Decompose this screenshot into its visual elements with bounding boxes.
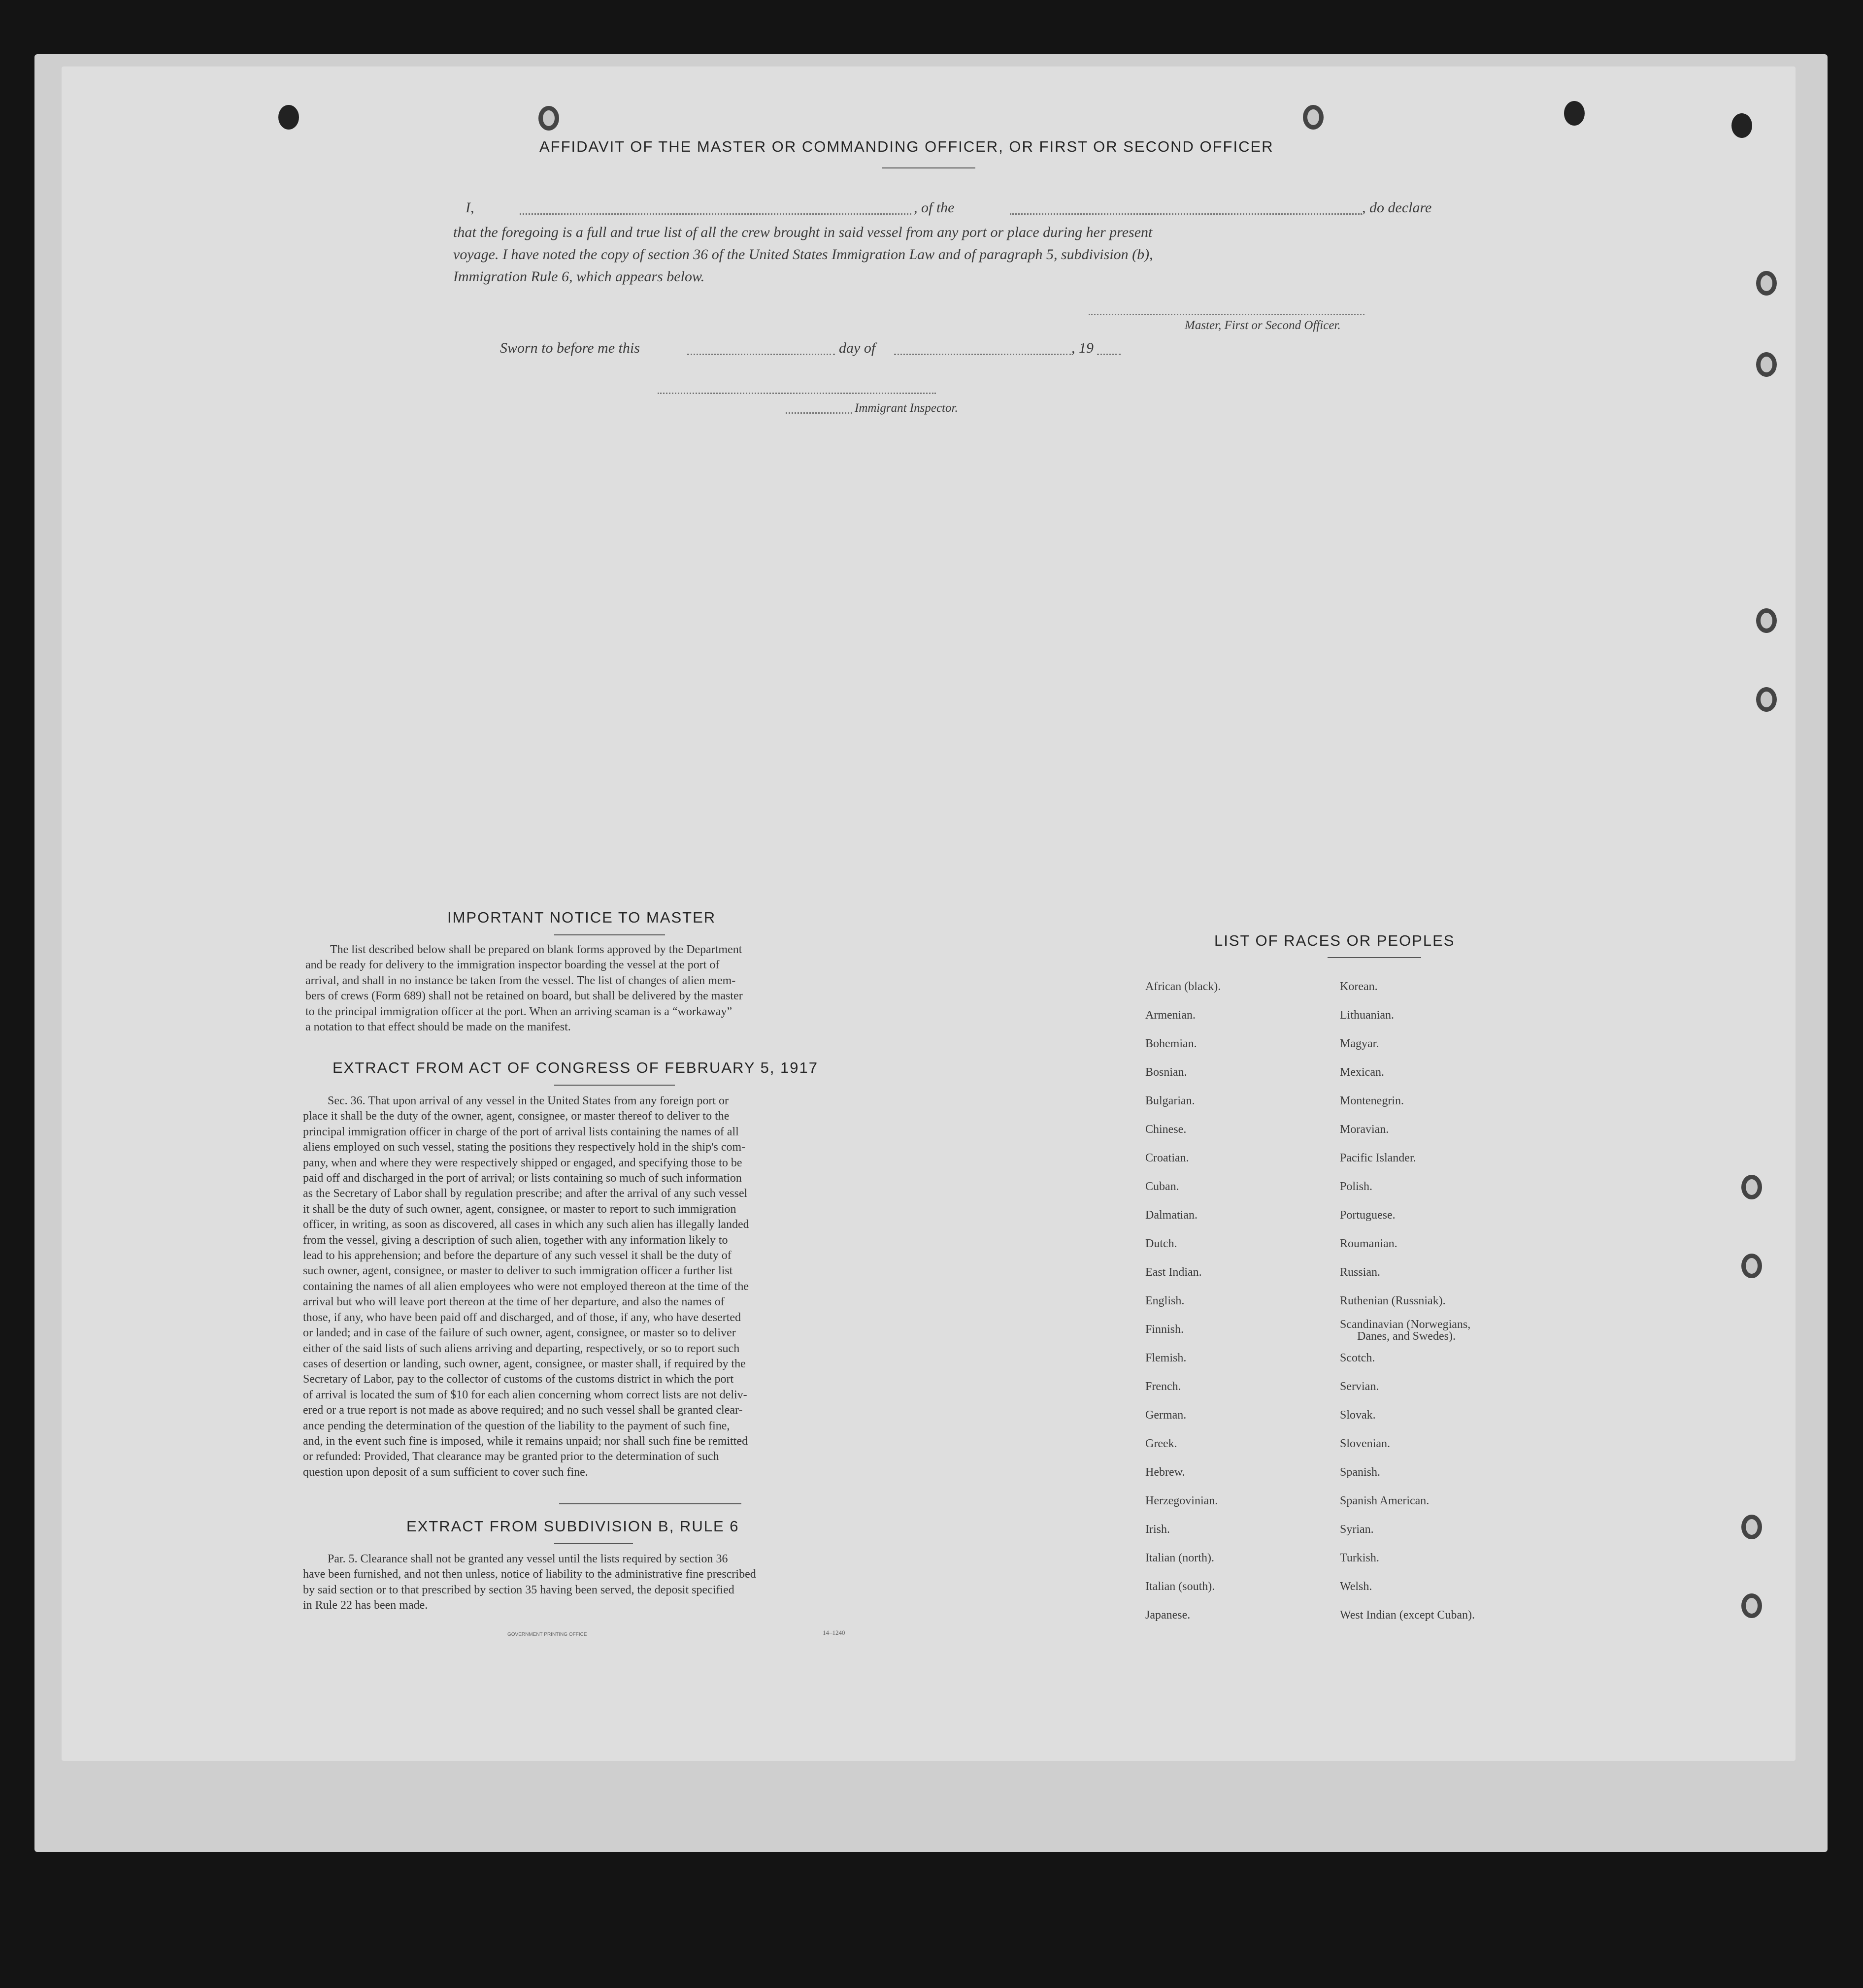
punch-hole	[538, 106, 559, 131]
text-line: pany, when and where they were respectively shipped or engaged, and specifying those to be	[303, 1156, 742, 1169]
punch-hole	[1741, 1593, 1762, 1618]
punch-hole	[1756, 271, 1777, 296]
race-item: Herzegovinian.	[1145, 1494, 1218, 1507]
text-line: as the Secretary of Labor shall by regulation prescribe; and after the arrival of any such vessel	[303, 1187, 748, 1200]
inspector-label: Immigrant Inspector.	[855, 401, 958, 415]
text-line: and, in the event such fine is imposed, while it remains unpaid; nor shall such fine be remitted	[303, 1434, 748, 1448]
race-item: Spanish.	[1340, 1466, 1381, 1479]
race-item: Pacific Islander.	[1340, 1152, 1416, 1164]
races-title: LIST OF RACES OR PEOPLES	[1214, 932, 1455, 949]
race-item: Finnish.	[1145, 1323, 1184, 1336]
race-item: Bulgarian.	[1145, 1094, 1195, 1107]
races-rule	[1328, 957, 1421, 958]
text-line: from the vessel, giving a description of such alien, together with any information likely to	[303, 1233, 728, 1247]
affidavit-pronoun: I,	[466, 199, 474, 216]
race-item: Dutch.	[1145, 1237, 1177, 1250]
punch-hole	[1756, 352, 1777, 377]
race-item: Bohemian.	[1145, 1037, 1197, 1050]
text-line: arrival but who will leave port thereon at the time of her departure, and also the names of	[303, 1295, 725, 1309]
notice-text	[305, 942, 941, 1035]
text-line: ance pending the determination of the question of the liability to the payment of such fine,	[303, 1419, 730, 1432]
inspector-signature-line[interactable]	[658, 393, 936, 394]
text-line: lead to his apprehension; and before the departure of any such vessel it shall be the duty of	[303, 1249, 732, 1262]
sworn-year-blank[interactable]	[1097, 354, 1121, 355]
punch-hole	[1756, 608, 1777, 633]
race-item: West Indian (except Cuban).	[1340, 1609, 1475, 1622]
race-item: Chinese.	[1145, 1123, 1187, 1136]
text-line: of arrival is located the sum of $10 for each alien concerning whom correct lists are not deliv-	[303, 1388, 747, 1401]
day-of-text: day of	[839, 340, 876, 356]
punch-hole	[1731, 113, 1752, 138]
sworn-text: Sworn to before me this	[500, 340, 640, 356]
punch-hole	[1741, 1254, 1762, 1278]
form-number: 14–1240	[823, 1629, 845, 1636]
race-item: Flemish.	[1145, 1352, 1187, 1364]
race-item: Scandinavian (Norwegians,	[1340, 1318, 1471, 1331]
text-line: paid off and discharged in the port of arrival; or lists containing so much of such information	[303, 1172, 742, 1185]
race-item: Cuban.	[1145, 1180, 1179, 1193]
race-item: Bosnian.	[1145, 1066, 1187, 1079]
affidavit-title: AFFIDAVIT OF THE MASTER OR COMMANDING OFFICER, OR FIRST OR SECOND OFFICER	[539, 138, 1274, 155]
extract-rule-title: EXTRACT FROM SUBDIVISION B, RULE 6	[406, 1518, 739, 1535]
race-item: Lithuanian.	[1340, 1009, 1394, 1022]
title-rule	[882, 167, 975, 168]
race-item: Korean.	[1340, 980, 1378, 993]
race-item: Armenian.	[1145, 1009, 1196, 1022]
text-line: such owner, agent, consignee, or master to deliver to such immigration officer a further list	[303, 1264, 733, 1278]
extract-rule-text	[303, 1552, 941, 1614]
text-line: or refunded: Provided, That clearance may be granted prior to the determination of such	[303, 1450, 719, 1463]
race-item: French.	[1145, 1380, 1181, 1393]
sworn-day-blank[interactable]	[687, 354, 835, 355]
text-line: cases of desertion or landing, such owner, agent, consignee, or master shall, if required by the	[303, 1357, 746, 1370]
race-item: Scotch.	[1340, 1352, 1375, 1364]
text-line: a notation to that effect should be made on the manifest.	[305, 1021, 571, 1034]
text-line: it shall be the duty of such owner, agent, consignee, or master to report to such immigration	[303, 1202, 736, 1216]
year-prefix-text: , 19	[1071, 340, 1094, 356]
race-item: Italian (north).	[1145, 1552, 1214, 1564]
officer-signature-line[interactable]	[1089, 314, 1364, 315]
extract-act-rule	[554, 1085, 675, 1086]
race-item: Slovak.	[1340, 1409, 1376, 1422]
race-item: Welsh.	[1340, 1580, 1372, 1593]
race-item: Turkish.	[1340, 1552, 1379, 1564]
text-line: arrival, and shall in no instance be taken from the vessel. The list of changes of alien mem-	[305, 974, 736, 987]
extract-act-title: EXTRACT FROM ACT OF CONGRESS OF FEBRUARY 5, 1917	[333, 1059, 819, 1076]
text-line: question upon deposit of a sum sufficient to cover such fine.	[303, 1465, 588, 1479]
text-line: aliens employed on such vessel, stating the positions they respectively hold in the ship's com-	[303, 1141, 746, 1154]
punch-hole	[1741, 1175, 1762, 1199]
punch-hole	[1303, 105, 1324, 130]
extract-act-text	[303, 1093, 941, 1480]
affidavit-body-line: Immigration Rule 6, which appears below.	[453, 268, 705, 285]
do-declare-text: , do declare	[1362, 199, 1432, 216]
text-line: bers of crews (Form 689) shall not be retained on board, but shall be delivered by the master	[305, 990, 743, 1003]
punch-hole	[1756, 687, 1777, 712]
race-item: Croatian.	[1145, 1152, 1189, 1164]
race-item: Ruthenian (Russniak).	[1340, 1294, 1446, 1307]
race-item: Irish.	[1145, 1523, 1170, 1536]
race-item: Moravian.	[1340, 1123, 1389, 1136]
text-line: principal immigration officer in charge of the port of arrival lists containing the names of all	[303, 1125, 739, 1138]
text-line: in Rule 22 has been made.	[303, 1599, 428, 1612]
race-item: East Indian.	[1145, 1266, 1202, 1279]
race-item: Spanish American.	[1340, 1494, 1430, 1507]
of-the-text: , of the	[914, 199, 955, 216]
race-item: Greek.	[1145, 1437, 1177, 1450]
race-item: Syrian.	[1340, 1523, 1374, 1536]
race-item: Italian (south).	[1145, 1580, 1215, 1593]
race-item: German.	[1145, 1409, 1187, 1422]
text-line: by said section or to that prescribed by section 35 having been served, the deposit specified	[303, 1583, 734, 1596]
race-item: Dalmatian.	[1145, 1209, 1198, 1222]
race-item: Slovenian.	[1340, 1437, 1390, 1450]
inspector-prefix-blank[interactable]	[786, 412, 852, 414]
text-line: those, if any, who have been paid off and discharged, and of those, if any, who have deserted	[303, 1311, 741, 1324]
punch-hole	[278, 105, 299, 130]
text-line: Sec. 36. That upon arrival of any vessel in the United States from any foreign port or	[328, 1094, 729, 1107]
printer-mark: GOVERNMENT PRINTING OFFICE	[507, 1632, 587, 1637]
race-item: Mexican.	[1340, 1066, 1384, 1079]
race-item: Hebrew.	[1145, 1466, 1185, 1479]
race-item: Magyar.	[1340, 1037, 1379, 1050]
race-item: Portuguese.	[1340, 1209, 1396, 1222]
section-divider	[559, 1503, 741, 1504]
race-item: Montenegrin.	[1340, 1094, 1404, 1107]
affidavit-body-line: that the foregoing is a full and true list of all the crew brought in said vessel from any port or place during her present	[453, 224, 1153, 240]
vessel-blank[interactable]	[1010, 213, 1362, 215]
text-line: containing the names of all alien employees who were not employed thereon at the time of the	[303, 1280, 749, 1293]
text-line: or landed; and in case of the failure of such owner, agent, consignee, or master so to deliver	[303, 1326, 736, 1340]
text-line: and be ready for delivery to the immigration inspector boarding the vessel at the port of	[305, 959, 720, 972]
sworn-month-blank[interactable]	[894, 354, 1071, 355]
race-item: Polish.	[1340, 1180, 1373, 1193]
notice-title: IMPORTANT NOTICE TO MASTER	[447, 909, 716, 926]
text-line: The list described below shall be prepared on blank forms approved by the Department	[330, 943, 742, 956]
text-line: have been furnished, and not then unless, notice of liability to the administrative fine prescribed	[303, 1568, 756, 1581]
punch-hole	[1564, 101, 1585, 126]
name-blank[interactable]	[520, 213, 911, 215]
text-line: to the principal immigration officer at the port. When an arriving seaman is a “workaway”	[305, 1005, 732, 1018]
race-item: African (black).	[1145, 980, 1221, 993]
race-item: Servian.	[1340, 1380, 1379, 1393]
text-line: ered or a true report is not made as above required; and no such vessel shall be granted clear-	[303, 1404, 743, 1417]
text-line: Par. 5. Clearance shall not be granted any vessel until the lists required by section 36	[328, 1553, 728, 1565]
extract-rule-rule	[554, 1543, 633, 1544]
race-item: English.	[1145, 1294, 1185, 1307]
race-item: Russian.	[1340, 1266, 1381, 1279]
text-line: place it shall be the duty of the owner, agent, consignee, or master thereof to deliver to the	[303, 1110, 730, 1123]
race-item: Roumanian.	[1340, 1237, 1397, 1250]
punch-hole	[1741, 1515, 1762, 1539]
text-line: either of the said lists of such aliens arriving and departing, respectively, or so to report such	[303, 1342, 740, 1355]
affidavit-body-line: voyage. I have noted the copy of section 36 of the United States Immigration Law and of paragraph 5, subdivision (b),	[453, 246, 1153, 263]
affidavit-sheet	[62, 66, 1796, 1761]
officer-signature-label: Master, First or Second Officer.	[1185, 319, 1341, 332]
text-line: Secretary of Labor, pay to the collector of customs of the customs district in which the port	[303, 1373, 734, 1386]
text-line: officer, in writing, as soon as discovered, all cases in which any such alien has illegally landed	[303, 1218, 749, 1231]
race-item: Japanese.	[1145, 1609, 1191, 1622]
race-item-continued: Danes, and Swedes).	[1357, 1330, 1456, 1343]
notice-rule	[554, 934, 665, 935]
